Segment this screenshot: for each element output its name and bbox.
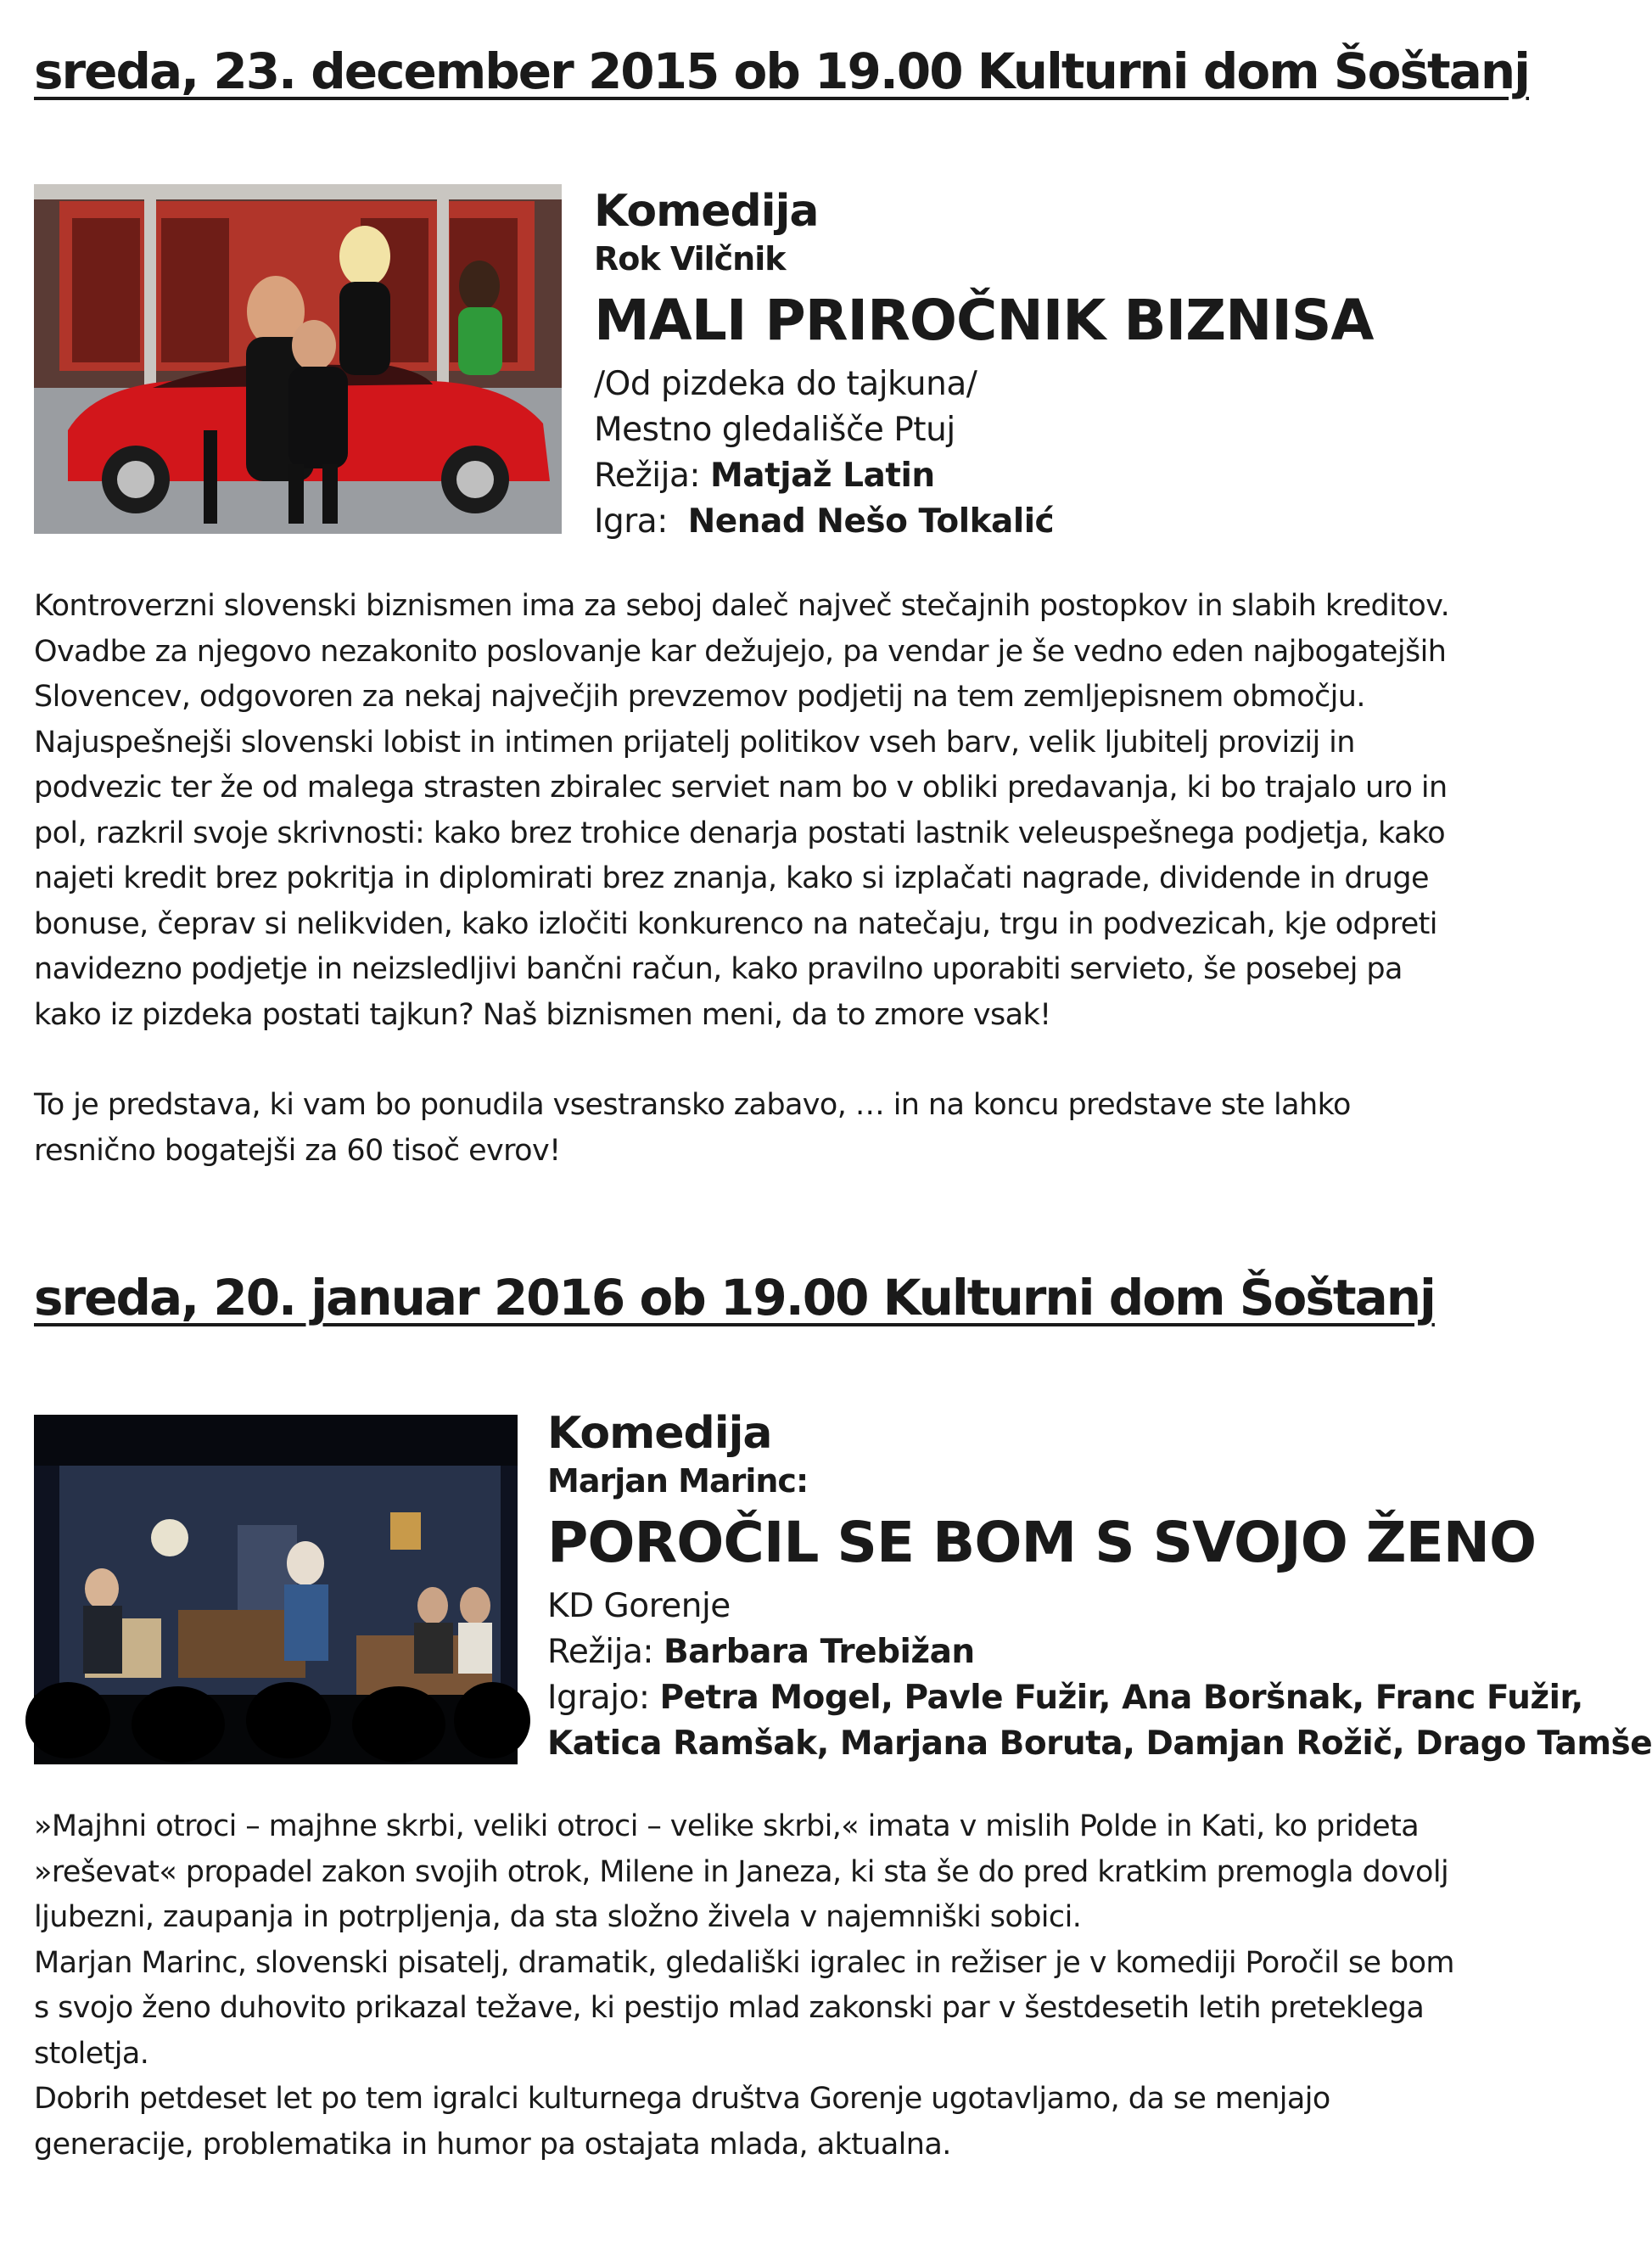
cast-label: Igrajo: [547,1679,650,1717]
show-company: Mestno gledališče Ptuj [594,411,955,449]
show-cast-line-2 [547,1721,1652,1767]
cast-names-line-2: Katica Ramšak, Marjana Boruta, Damjan Rožič, Drago Tamše [547,1724,1652,1763]
cast-names: Nenad Nešo Tolkalić [687,502,1055,541]
show-title: MALI PRIROČNIK BIZNISA [594,288,1374,353]
show-info [594,185,1374,545]
show-description [34,1804,1476,2167]
show-description [34,584,1476,1174]
description-paragraph: Dobrih petdeset let po tem igralci kulturnega društva Gorenje ugotavljamo, da se menjajo generacije, problematika in humor pa ostajata mlada, aktualna. [34,2082,1330,2162]
director-label: Režija: [594,457,701,495]
cast-label: Igra: [594,502,668,541]
show-author: Rok Vilčnik [594,240,786,278]
director-name: Barbara Trebižan [663,1633,975,1671]
description-paragraph: To je predstava, ki vam bo ponudila vsestransko zabavo, … in na koncu predstave ste lahko resnično bogatejši za 60 tisoč evrov! [34,1088,1351,1168]
show-cast-line [594,499,1374,545]
show-genre: Komedija [594,186,819,237]
show-genre: Komedija [547,1408,772,1459]
show-director-line [547,1629,1652,1675]
cast-names-line-1: Petra Mogel, Pavle Fužir, Ana Boršnak, Franc Fužir, [659,1679,1583,1717]
show-author: Marjan Marinc: [547,1462,809,1500]
show-info [547,1407,1652,1767]
description-paragraph: »Majhni otroci – majhne skrbi, veliki otroci – velike skrbi,« imata v mislih Polde in Kati, ko prideta »reševat« propadel zakon svojih otrok, Milene in Janeza, ki sta še do pred kratkim premogla dovolj ljubezni, zaupanja in potrpljenja, da sta složno živela v najemniški sobici. [34,1809,1449,1934]
director-label: Režija: [547,1633,654,1671]
show-photo [34,1415,518,1764]
show-director-line [594,453,1374,499]
event-date-heading: sreda, 20. januar 2016 ob 19.00 Kulturni dom Šoštanj [34,1269,1435,1326]
event-date-heading: sreda, 23. december 2015 ob 19.00 Kulturni dom Šoštanj [34,42,1530,100]
show-cast-line [547,1675,1652,1721]
description-paragraph: Marjan Marinc, slovenski pisatelj, dramatik, gledališki igralec in režiser je v komediji Poročil se bom s svojo ženo duhovito prikazal težave, ki pestijo mlad zakonski par v šestdesetih letih preteklega stoletja. [34,1945,1454,2071]
director-name: Matjaž Latin [709,457,935,495]
show-photo [34,184,562,534]
show-subtitle: /Od pizdeka do tajkuna/ [594,365,977,403]
show-title: POROČIL SE BOM S SVOJO ŽENO [547,1510,1537,1575]
show-company: KD Gorenje [547,1587,731,1625]
description-paragraph: Kontroverzni slovenski biznismen ima za seboj daleč največ stečajnih postopkov in slabih kreditov. Ovadbe za njegovo nezakonito poslovanje kar dežujejo, pa vendar je še vedno eden najbogatejših Slovencev, odgovoren za nekaj največjih prevzemov podjetij na tem zemljepisnem območju. Najuspešnejši slovenski lobist in intimen prijatelj politikov vseh barv, velik ljubitelj provizij in podvezic ter že od malega strasten zbiralec serviet nam bo v obliki predavanja, ki bo trajalo uro in pol, razkril svoje skrivnosti: kako brez trohice denarja postati lastnik veleuspešnega podjetja, kako najeti kredit brez pokritja in diplomirati brez znanja, kako si izplačati nagrade, dividende in druge bonuse, čeprav si nelikviden, kako izločiti konkurenco na natečaju, trgu in podvezicah, kje odpreti navidezno podjetje in neizsledljivi bančni račun, kako pravilno uporabiti servieto, še posebej pa kako iz pizdeka postati tajkun? Naš biznismen meni, da to zmore vsak! [34,589,1450,1032]
